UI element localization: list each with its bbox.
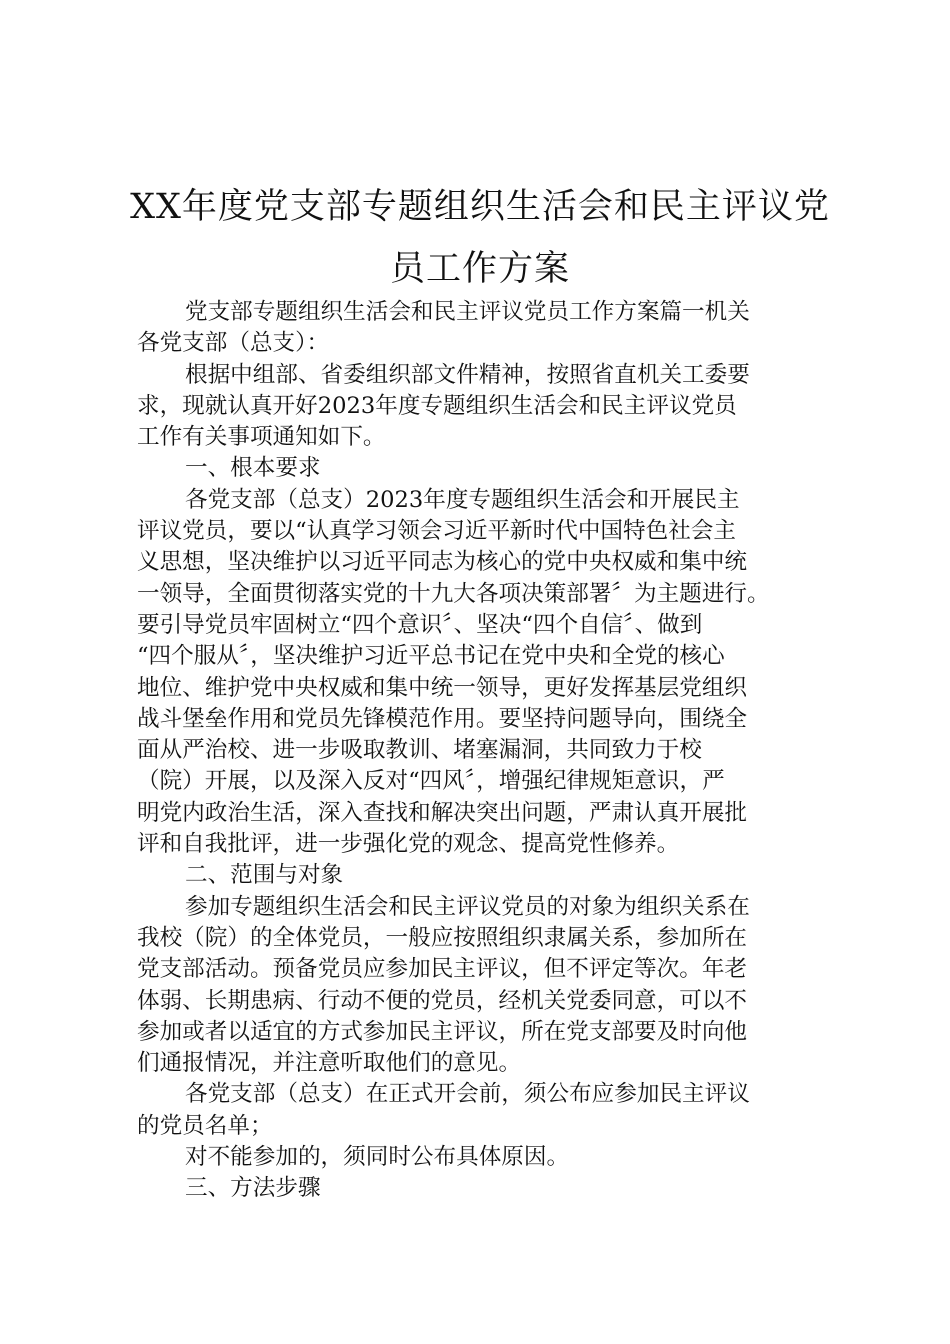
body-line: 各党支部（总支）2023年度专题组织生活会和开展民主 — [185, 486, 740, 513]
body-line: 工作有关事项通知如下。 — [137, 424, 386, 451]
body-line: 三、方法步骤 — [185, 1175, 321, 1202]
body-line: 参加专题组织生活会和民主评议党员的对象为组织关系在 — [185, 893, 750, 920]
body-line: 对不能参加的，须同时公布具体原因。 — [185, 1144, 570, 1171]
body-line: 各党支部（总支）： — [137, 330, 330, 357]
document-body — [137, 297, 827, 1205]
body-line: 党支部活动。预备党员应参加民主评议，但不评定等次。年老 — [137, 956, 748, 983]
document-title-line-1: XX年度党支部专题组织生活会和民主评议党 — [130, 187, 830, 227]
body-line: 各党支部（总支）在正式开会前，须公布应参加民主评议 — [185, 1081, 750, 1108]
body-line: 我校（院）的全体党员，一般应按照组织隶属关系，参加所在 — [137, 924, 748, 951]
body-line: 求，现就认真开好2023年度专题组织生活会和民主评议党员 — [137, 392, 737, 419]
body-line: 要引导党员牢固树立“四个意识〞、坚决“四个自信〞、做到 — [137, 611, 703, 638]
body-line: 义思想，坚决维护以习近平同志为核心的党中央权威和集中统 — [137, 549, 748, 576]
body-line: 的党员名单； — [137, 1112, 273, 1139]
body-line: 党支部专题组织生活会和民主评议党员工作方案篇一机关 — [185, 299, 750, 325]
body-line: “四个服从〞，坚决维护习近平总书记在党中央和全党的核心 — [137, 643, 725, 670]
body-line: 地位、维护党中央权威和集中统一领导，更好发挥基层党组织 — [137, 674, 748, 701]
body-line: 评和自我批评，进一步强化党的观念、提高党性修养。 — [137, 831, 680, 858]
body-line: 一、根本要求 — [185, 455, 321, 482]
body-line: 战斗堡垒作用和党员先锋模范作用。要坚持问题导向，围绕全 — [137, 705, 748, 732]
body-line: 们通报情况，并注意听取他们的意见。 — [137, 1050, 522, 1077]
body-line: 面从严治校、进一步吸取教训、堵塞漏洞，共同致力于校 — [137, 737, 702, 764]
body-line: 明党内政治生活，深入查找和解决突出问题，严肃认真开展批 — [137, 799, 748, 826]
body-line: 一领导，全面贯彻落实党的十九大各项决策部署〞为主题进行。 — [137, 580, 770, 607]
document-title-line-2: 员工作方案 — [389, 249, 570, 289]
body-line: 参加或者以适宜的方式参加民主评议，所在党支部要及时向他 — [137, 1018, 748, 1045]
body-line: 二、范围与对象 — [185, 862, 344, 889]
body-line: 评议党员，要以“认真学习领会习近平新时代中国特色社会主 — [137, 518, 736, 545]
body-line: 体弱、长期患病、行动不便的党员，经机关党委同意，可以不 — [137, 987, 748, 1014]
body-line: （院）开展，以及深入反对“四风〞，增强纪律规矩意识，严 — [137, 768, 725, 795]
body-line: 根据中组部、省委组织部文件精神，按照省直机关工委要 — [185, 361, 750, 388]
